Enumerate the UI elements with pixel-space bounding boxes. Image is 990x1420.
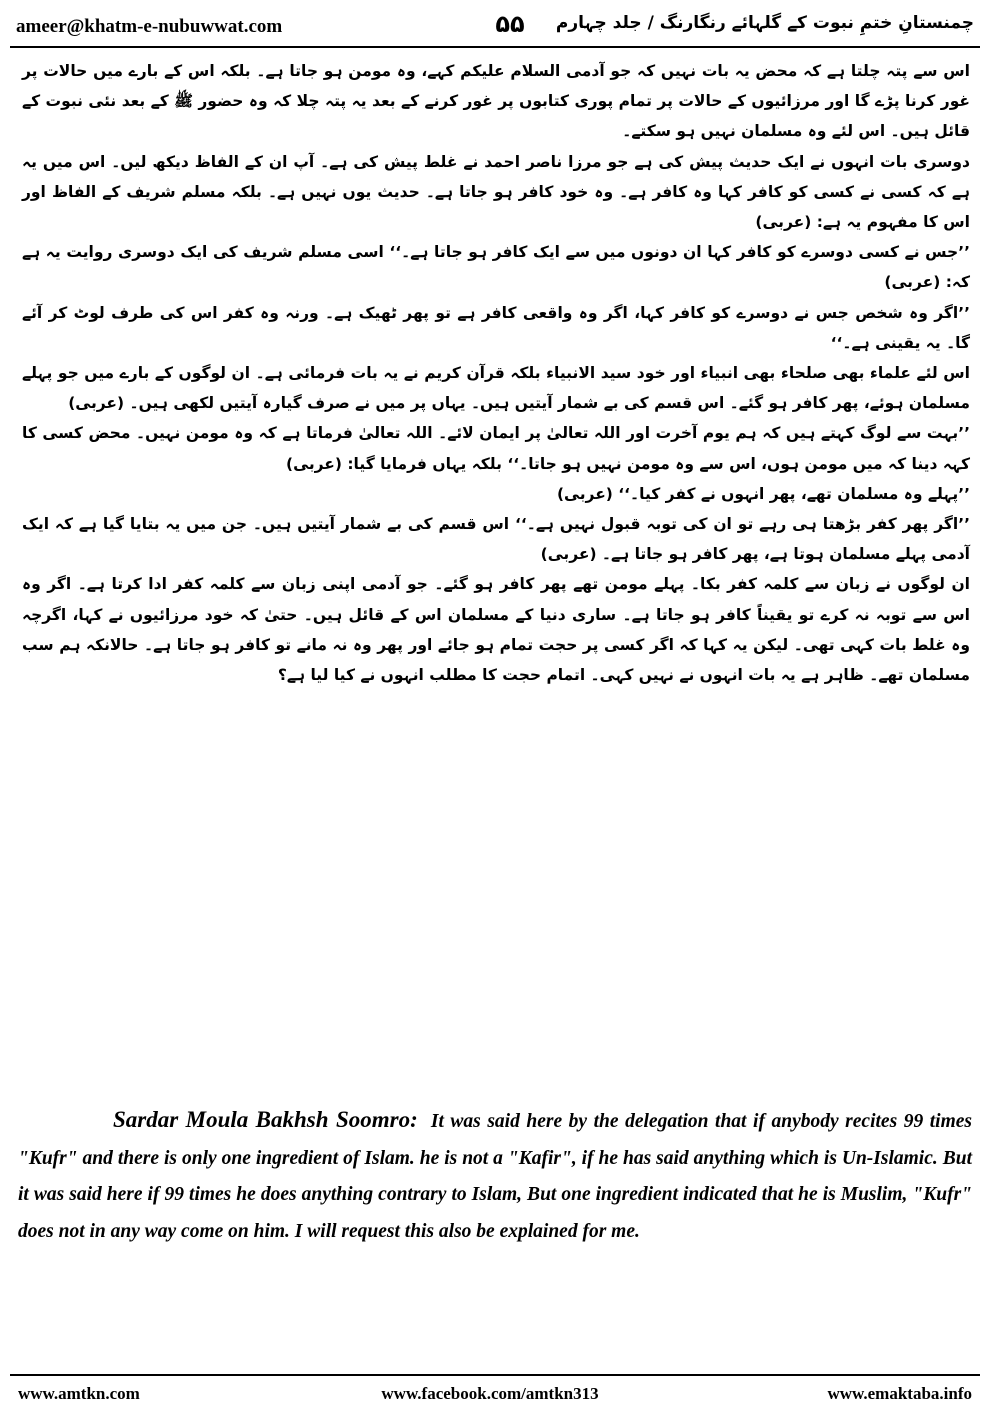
english-body (18, 1102, 972, 1250)
urdu-paragraph: اس سے پتہ چلتا ہے کہ محض یہ بات نہیں کہ جو آدمی السلام علیکم کہے، وہ مومن ہو جاتا ہے۔ بلکہ اس کے بارے میں حالات پر غور کرنا پڑے گا اور مرزائیوں کے حالات پر تمام پوری کتابوں پر غور کرنے کے بعد یہ پتہ چلا کہ وہ حضور ﷺ کے بعد نئی نبوت کے قائل ہیں۔ اس لئے وہ مسلمان نہیں ہو سکتے۔ (22, 62, 970, 141)
urdu-paragraph: ان لوگوں نے زبان سے کلمہ کفر بکا۔ پہلے مومن تھے پھر کافر ہو گئے۔ جو آدمی اپنی زبان سے کلمہ کفر ادا کرتا ہے۔ اگر وہ اس سے توبہ نہ کرے تو یقیناً کافر ہو جاتا ہے۔ ساری دنیا کے مسلمان اس کے قائل ہیں۔ حتیٰ کہ خود مرزائیوں نے کہا، اگرچہ وہ غلط بات کہی تھی۔ لیکن یہ کہا کہ اگر کسی پر حجت تمام ہو جائے اور پھر وہ نہ مانے تو کافر ہو جاتا ہے۔ حالانکہ ہم سب مسلمان تھے۔ ظاہر ہے یہ بات انہوں نے نہیں کہی۔ اتمام حجت کا مطلب انہوں نے کیا لیا ہے؟ (22, 575, 970, 685)
urdu-paragraph: ’’اگر پھر کفر بڑھتا ہی رہے تو ان کی توبہ قبول نہیں ہے۔‘‘ اس قسم کی بے شمار آیتیں ہیں۔ جن میں یہ بتایا گیا ہے کہ ایک آدمی پہلے مسلمان ہوتا ہے، پھر کافر ہو جاتا ہے۔ (عربی) (22, 515, 970, 564)
urdu-paragraph: ’’اگر وہ شخص جس نے دوسرے کو کافر کہا، اگر وہ واقعی کافر ہے تو پھر ٹھیک ہے۔ ورنہ وہ کفر اس کی طرف لوٹ کر آئے گا۔ یہ یقینی ہے۔‘‘ (22, 303, 970, 352)
header-email: ameer@khatm-e-nubuwwat.com (16, 16, 283, 37)
urdu-paragraph: اس لئے علماء بھی صلحاء بھی انبیاء اور خود سید الانبیاء بلکہ قرآن کریم نے یہ بات فرمائی ہے۔ ان لوگوں کے بارے میں جو پہلے مسلمان ہوئے، پھر کافر ہو گئے۔ اس قسم کی بے شمار آیتیں ہیں۔ یہاں پر میں نے صرف گیارہ آیتیں لکھی ہیں۔ (عربی) (22, 364, 970, 413)
speaker-name: Sardar Moula Bakhsh Soomro: (113, 1107, 418, 1132)
urdu-paragraph: دوسری بات انہوں نے ایک حدیث پیش کی ہے جو مرزا ناصر احمد نے غلط پیش کی ہے۔ آپ ان کے الفاظ دیکھ لیں۔ اس میں یہ ہے کہ کسی نے کسی کو کافر کہا وہ کافر ہے۔ وہ خود کافر ہو جاتا ہے۔ حدیث یوں نہیں ہے۔ بلکہ مسلم شریف کے الفاظ اور اس کا مفہوم یہ ہے: (عربی) (22, 152, 970, 232)
page-number: ۵۵ (495, 10, 525, 38)
footer-rule (10, 1374, 980, 1376)
footer-link-emaktaba[interactable]: www.emaktaba.info (827, 1384, 972, 1403)
urdu-paragraph: ’’جس نے کسی دوسرے کو کافر کہا ان دونوں میں سے ایک کافر ہو جاتا ہے۔‘‘ اسی مسلم شریف کی ایک دوسری روایت یہ ہے کہ: (عربی) (22, 243, 970, 292)
page-header (10, 10, 980, 44)
footer-link-amtkn[interactable]: www.amtkn.com (18, 1384, 140, 1403)
urdu-paragraph: ’’پہلے وہ مسلمان تھے، پھر انہوں نے کفر کیا۔‘‘ (عربی) (556, 484, 970, 503)
english-text: It was said here by the delegation that if anybody recites 99 times "Kufr" and there is only one ingredient of Islam. he is not a "Kafir", if he has said anything which is Un-Islamic. But it was said here if 99 times he does anything contrary to Islam, But one ingredient indicated that he is Muslim, "Kufr" does not in any way come on him. I will request this also be explained for me. (18, 1111, 973, 1242)
footer-link-facebook[interactable]: www.facebook.com/amtkn313 (381, 1384, 599, 1403)
header-rule (10, 46, 980, 48)
english-paragraph (18, 1102, 972, 1250)
book-title: چمنستانِ ختمِ نبوت کے گلہائے رنگارنگ / جلد چہارم (555, 13, 974, 33)
page-footer (10, 1384, 980, 1410)
urdu-body (22, 56, 970, 690)
urdu-paragraph: ’’بہت سے لوگ کہتے ہیں کہ ہم یوم آخرت اور اللہ تعالیٰ پر ایمان لائے۔ اللہ تعالیٰ فرماتا ہے کہ وہ مومن نہیں۔ محض کسی کا کہہ دینا کہ میں مومن ہوں، اس سے وہ مومن نہیں ہو جاتا۔‘‘ بلکہ یہاں فرمایا گیا: (عربی) (22, 424, 970, 473)
